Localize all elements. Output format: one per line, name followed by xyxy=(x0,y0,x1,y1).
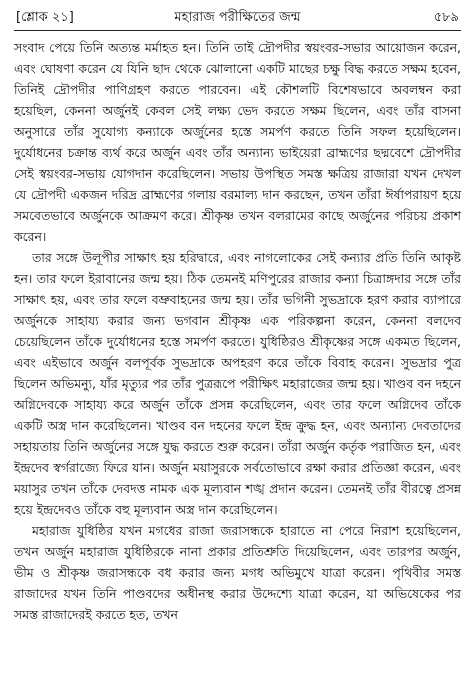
paragraph: তার সঙ্গে উলূপীর সাক্ষাৎ হয় হরিদ্বারে, এবং নাগলোকের সেই কন্যার প্রতি তিনি আকৃষ্ট হন। তার ফলে ইরাবানের জন্ম হয়। ঠিক তেমনই মণিপুরের রাজার কন্যা চিত্রাঙ্গদার সঙ্গে তাঁর সাক্ষাৎ হয়, এবং তার ফলে বভ্রুবাহনের জন্ম হয়। তাঁর ভগিনী সুভদ্রাকে হরণ করার ব্যাপারে অর্জুনকে সাহায্য করার জন্য ভগবান শ্রীকৃষ্ণ এক পরিকল্পনা করেন, কেননা বলদেব চেয়েছিলেন তাঁকে দুর্যোধনের হস্তে সমর্পণ করতে। যুধিষ্ঠিরও শ্রীকৃষ্ণের সঙ্গে একমত ছিলেন, এবং এইভাবে অর্জুন বলপূর্বক সুভদ্রাকে অপহরণ করে তাঁকে বিবাহ করেন। সুভদ্রার পুত্র ছিলেন অভিমন্যু, যাঁর মৃত্যুর পর তাঁর পুত্ররূপে পরীক্ষিৎ মহারাজের জন্ম হয়। খাণ্ডব বন দহনে অগ্নিদেবকে সাহায্য করে অর্জুন তাঁকে প্রসন্ন করেছিলেন, এবং তার ফলে অগ্নিদেব তাঁকে একটি অস্ত্র দান করেছিলেন। খাণ্ডব বন দহনের ফলে ইন্দ্র ক্রুদ্ধ হন, এবং অন্যান্য দেবতাদের সহায়তায় তিনি অর্জুনের সঙ্গে যুদ্ধ করতে শুরু করেন। তাঁরা অর্জুন কর্তৃক পরাজিত হন, এবং ইন্দ্রদেব স্বর্গরাজ্যে ফিরে যান। অর্জুন ময়াসুরকে সর্বতোভাবে রক্ষা করার প্রতিজ্ঞা করেন, এবং ময়াসুর তখন তাঁকে দেবদত্ত নামক এক মূল্যবান শঙ্খ প্রদান করেন। তেমনই তাঁর বীরত্বে প্রসন্ন হয়ে ইন্দ্রদেবও তাঁকে বহু মূল্যবান অস্ত্র দান করেছিলেন। xyxy=(14,250,461,517)
paragraph: মহারাজ যুধিষ্ঠির যখন মগধের রাজা জরাসন্ধকে হারাতে না পেরে নিরাশ হয়েছিলেন, তখন অর্জুন মহারাজ যুধিষ্ঠিরকে নানা প্রকার প্রতিশ্রুতি দিয়েছিলেন, এবং তারপর অর্জুন, ভীম ও শ্রীকৃষ্ণ জরাসন্ধকে বধ করার জন্য মগধ অভিমুখে যাত্রা করেন। পৃথিবীর সমস্ত রাজাদের যখন তিনি পাণ্ডবদের অধীনস্থ করার উদ্দেশ্যে যাত্রা করেন, যা অভিষেকের পর সমস্ত রাজাদেরই করতে হত, তখন xyxy=(14,523,461,622)
body-text xyxy=(14,37,461,625)
page-number: ৫৮৯ xyxy=(433,10,459,25)
paragraph: সংবাদ পেয়ে তিনি অত্যন্ত মর্মাহত হন। তিনি তাই দ্রৌপদীর স্বয়ংবর-সভার আয়োজন করেন, এবং ঘোষণা করেন যে যিনি ছাদ থেকে ঝোলানো একটি মাছের চক্ষু বিদ্ধ করতে সক্ষম হবেন, তিনিই দ্রৌপদীর পাণিগ্রহণ করতে পারবেন। এই কৌশলটি বিশেষভাবে অবলম্বন করা হয়েছিল, কেননা অর্জুনই কেবল সেই লক্ষ্য ভেদ করতে সক্ষম ছিলেন, এবং তাঁর বাসনা অনুসারে তাঁর সুযোগ্য কন্যাকে অর্জুনের হস্তে সমর্পণ করতে তিনি সফল হয়েছিলেন। দুর্যোধনের চক্রান্ত ব্যর্থ করে অর্জুন এবং তাঁর অন্যান্য ভাইয়েরা ব্রাহ্মণের ছদ্মবেশে দ্রৌপদীর সেই স্বয়ংবর-সভায় যোগদান করেছিলেন। সভায় উপস্থিত সমস্ত ক্ষত্রিয় রাজারা যখন দেখল যে দ্রৌপদী একজন দরিদ্র ব্রাহ্মণের গলায় বরমাল্য দান করছেন, তখন তাঁরা ঈর্ষাপরায়ণ হয়ে সমবেতভাবে অর্জুনকে আক্রমণ করে। শ্রীকৃষ্ণ তখন বলরামের কাছে অর্জুনের পরিচয় প্রকাশ করেন। xyxy=(14,40,461,244)
verse-reference: [শ্লোক ২১] xyxy=(16,10,74,25)
chapter-title: মহারাজ পরীক্ষিতের জন্ম xyxy=(174,10,301,25)
header-divider xyxy=(14,30,461,31)
page-header xyxy=(14,6,461,28)
